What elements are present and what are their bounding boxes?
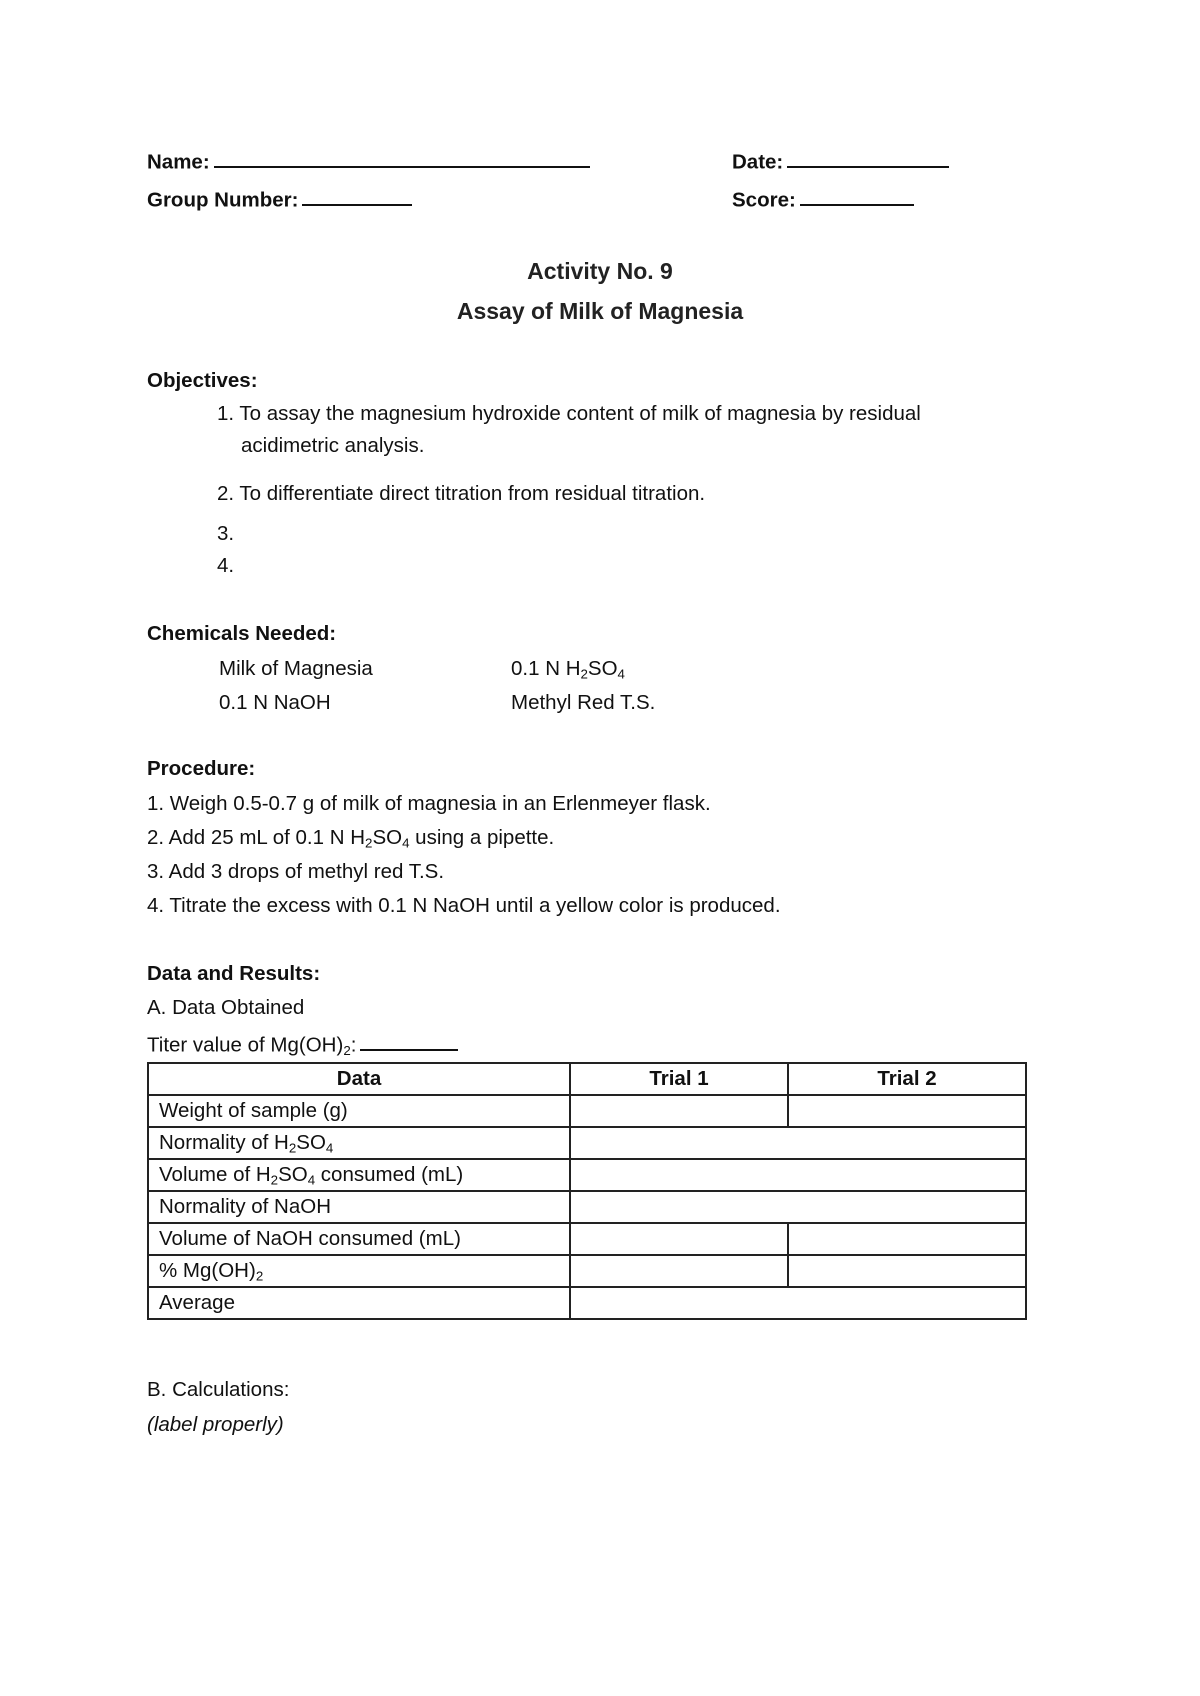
score-blank[interactable] bbox=[800, 186, 914, 206]
date-blank[interactable] bbox=[787, 148, 949, 168]
objective-item: 4. bbox=[217, 554, 235, 577]
cell-merged[interactable] bbox=[570, 1287, 1026, 1319]
table-header-trial-1: Trial 1 bbox=[570, 1063, 788, 1095]
group-number-field bbox=[147, 186, 412, 213]
procedure-step: 4. Titrate the excess with 0.1 N NaOH until a yellow color is produced. bbox=[147, 894, 781, 917]
table-row bbox=[148, 1159, 1026, 1191]
table-row bbox=[148, 1287, 1026, 1319]
cell-trial-1[interactable] bbox=[570, 1255, 788, 1287]
procedure-step: 3. Add 3 drops of methyl red T.S. bbox=[147, 860, 445, 883]
objective-item: 3. bbox=[217, 522, 235, 545]
procedure-step: 1. Weigh 0.5-0.7 g of milk of magnesia in an Erlenmeyer flask. bbox=[147, 792, 711, 815]
cell-merged[interactable] bbox=[570, 1159, 1026, 1191]
group-number-label: Group Number: bbox=[147, 188, 299, 212]
row-label-volume-h2so4: Volume of $H_2SO_4$ consumed (mL) bbox=[148, 1159, 570, 1191]
section-b-label: B. Calculations: bbox=[147, 1378, 290, 1401]
score-label: Score: bbox=[732, 188, 796, 212]
table-row bbox=[148, 1095, 1026, 1127]
objective-item: 1. To assay the magnesium hydroxide content of milk of magnesia by residual acidimetric analysis. bbox=[217, 402, 921, 457]
cell-merged[interactable] bbox=[570, 1191, 1026, 1223]
chemical-h2so4: 0.1 N $H_2SO_4$ bbox=[511, 657, 625, 682]
date-label: Date: bbox=[732, 150, 784, 174]
calculations-note: (label properly) bbox=[147, 1413, 284, 1436]
chemical-methyl-red: Methyl Red T.S. bbox=[511, 691, 656, 714]
group-number-blank[interactable] bbox=[302, 186, 412, 206]
row-label-average: Average bbox=[148, 1287, 570, 1319]
cell-trial-1[interactable] bbox=[570, 1223, 788, 1255]
objective-item: 2. To differentiate direct titration from residual titration. bbox=[217, 482, 706, 505]
table-row bbox=[148, 1191, 1026, 1223]
name-label: Name: bbox=[147, 150, 210, 174]
row-label-normality-h2so4: Normality of $H_2SO_4$ bbox=[148, 1127, 570, 1159]
chemicals-heading: Chemicals Needed: bbox=[147, 622, 337, 645]
table-row bbox=[148, 1127, 1026, 1159]
row-label-percent-mgoh2: % $Mg(OH)_2$ bbox=[148, 1255, 570, 1287]
cell-merged[interactable] bbox=[570, 1127, 1026, 1159]
name-field bbox=[147, 148, 590, 175]
table-header-trial-2: Trial 2 bbox=[788, 1063, 1026, 1095]
table-row bbox=[148, 1223, 1026, 1255]
titer-value-field: Titer value of $Mg(OH)_2$: bbox=[147, 1031, 458, 1058]
section-a-label: A. Data Obtained bbox=[147, 996, 305, 1019]
chemical-milk-of-magnesia: Milk of Magnesia bbox=[219, 657, 373, 680]
procedure-step: 2. Add 25 mL of 0.1 N $H_2SO_4$ using a pipette. bbox=[147, 826, 555, 851]
titer-value-blank[interactable] bbox=[360, 1031, 458, 1051]
table-header-data: Data bbox=[148, 1063, 570, 1095]
table-header-row bbox=[148, 1063, 1026, 1095]
objectives-list bbox=[217, 398, 997, 582]
data-results-heading: Data and Results: bbox=[147, 962, 321, 985]
row-label-normality-naoh: Normality of NaOH bbox=[148, 1191, 570, 1223]
cell-trial-2[interactable] bbox=[788, 1255, 1026, 1287]
cell-trial-1[interactable] bbox=[570, 1095, 788, 1127]
chemical-naoh: 0.1 N NaOH bbox=[219, 691, 331, 714]
activity-subtitle: Assay of Milk of Magnesia bbox=[456, 298, 744, 324]
row-label-weight: Weight of sample (g) bbox=[148, 1095, 570, 1127]
cell-trial-2[interactable] bbox=[788, 1223, 1026, 1255]
score-field bbox=[732, 186, 914, 213]
name-blank[interactable] bbox=[214, 148, 590, 168]
date-field bbox=[732, 148, 949, 175]
activity-title: Activity No. 9 bbox=[527, 258, 673, 284]
table-row bbox=[148, 1255, 1026, 1287]
cell-trial-2[interactable] bbox=[788, 1095, 1026, 1127]
data-table bbox=[147, 1062, 1027, 1320]
procedure-heading: Procedure: bbox=[147, 757, 256, 780]
objectives-heading: Objectives: bbox=[147, 369, 258, 392]
row-label-volume-naoh: Volume of NaOH consumed (mL) bbox=[148, 1223, 570, 1255]
